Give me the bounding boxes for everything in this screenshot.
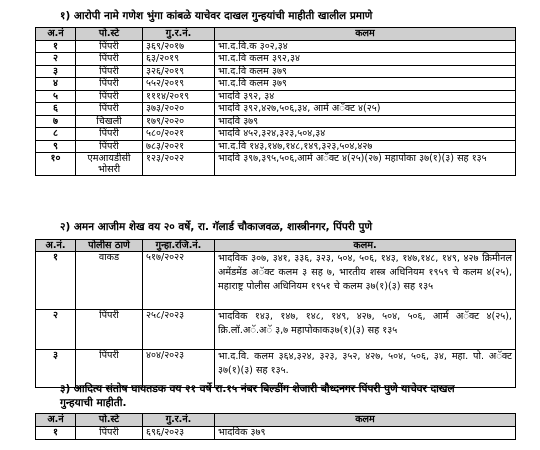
section3-title-line2: गुन्हयाची माहीती. bbox=[60, 397, 127, 409]
cell-case-no: ७८३/२०२१ bbox=[143, 140, 215, 153]
cell-station: एमआयडीसी भोसरी bbox=[76, 153, 143, 176]
cell-section: भादवि ३९२,४२७,५०६,३४, आर्म अॅक्ट ४(२५) bbox=[215, 103, 516, 116]
cell-sr: ६ bbox=[36, 103, 76, 116]
cell-station: पिंपरी bbox=[76, 78, 143, 91]
cell-station: चिखली bbox=[76, 115, 143, 128]
cell-sr: ७ bbox=[36, 115, 76, 128]
header-section: कलम. bbox=[215, 240, 516, 252]
header-sr: अ.नं bbox=[36, 414, 76, 427]
table-row bbox=[36, 53, 516, 66]
cell-sr: ५ bbox=[36, 90, 76, 103]
cell-section: भादविक ३७९ bbox=[215, 427, 516, 440]
cell-sr: ३ bbox=[36, 350, 76, 388]
cell-case-no: ३२६/२०१९ bbox=[143, 65, 215, 78]
section3-table bbox=[35, 413, 516, 440]
cell-section: भा.द.वि कलम ३७९ bbox=[215, 78, 516, 91]
header-station: पोलीस ठाणे bbox=[76, 240, 143, 252]
cell-case-no: २५८/२०२३ bbox=[143, 310, 215, 350]
cell-sr: ८ bbox=[36, 128, 76, 141]
cell-section: भादवि ३९२, ३४ bbox=[215, 90, 516, 103]
cell-station: पिंपरी bbox=[76, 65, 143, 78]
cell-station: पिंपरी bbox=[76, 53, 143, 66]
header-sr: अ.नं bbox=[36, 28, 76, 41]
table-row bbox=[36, 310, 516, 350]
section1-title: १) आरोपी नामे गणेश भुंगा कांबळे याचेवर दाखल गुन्हयांची माहीती खालील प्रमाणे bbox=[60, 10, 373, 22]
cell-section: भा.द.वि कलम ३९२,३४ bbox=[215, 53, 516, 66]
cell-section: भादवि ४५२,३२४,३२३,५०४,३४ bbox=[215, 128, 516, 141]
cell-case-no: १११४/२०१९ bbox=[143, 90, 215, 103]
cell-sr: २ bbox=[36, 53, 76, 66]
header-section: कलम bbox=[215, 28, 516, 41]
header-case-no: गुन्हा.रजि.नं. bbox=[143, 240, 215, 252]
section2-title: २) अमन आजीम शेख वय २० वर्षे, रा. गॅलार्ड चौकाजवळ, शास्त्रीनगर, पिंपरी पुणे bbox=[60, 221, 373, 233]
table-row bbox=[36, 40, 516, 53]
section2-table bbox=[35, 239, 516, 388]
cell-station: पिंपरी bbox=[76, 310, 143, 350]
table-header-row bbox=[36, 28, 516, 41]
table-row bbox=[36, 140, 516, 153]
cell-case-no: ३६९/२०१७ bbox=[143, 40, 215, 53]
cell-sr: ३ bbox=[36, 65, 76, 78]
table-header-row bbox=[36, 240, 516, 252]
table-row bbox=[36, 115, 516, 128]
cell-sr: १० bbox=[36, 153, 76, 176]
table-row bbox=[36, 78, 516, 91]
header-sr: अ.नं. bbox=[36, 240, 76, 252]
cell-section: भादवि ३९७,३९५,५०६,आर्म अॅक्ट ४(२५)(२७) महापोका ३७(१)(३) सह १३५ bbox=[215, 153, 516, 176]
cell-station: पिंपरी bbox=[76, 90, 143, 103]
table-row bbox=[36, 65, 516, 78]
header-case-no: गु.र.नं. bbox=[143, 28, 215, 41]
header-section: कलम bbox=[215, 414, 516, 427]
table-row bbox=[36, 90, 516, 103]
cell-case-no: ३७३/२०२० bbox=[143, 103, 215, 116]
cell-case-no: ६३/२०१९ bbox=[143, 53, 215, 66]
cell-station: पिंपरी bbox=[76, 128, 143, 141]
cell-sr: १ bbox=[36, 427, 76, 440]
cell-section: भा.द.वि १४३,१४७,१४८,१४९,३२३,५०४,४२७ bbox=[215, 140, 516, 153]
cell-station: पिंपरी bbox=[76, 40, 143, 53]
header-case-no: गु.र.नं. bbox=[143, 414, 215, 427]
section1-table bbox=[35, 27, 516, 176]
header-station: पो.स्टे bbox=[76, 28, 143, 41]
cell-case-no: ६९६/२०२३ bbox=[143, 427, 215, 440]
cell-station: पिंपरी bbox=[76, 427, 143, 440]
cell-case-no: ५१७/२०२२ bbox=[143, 252, 215, 310]
table-header-row bbox=[36, 414, 516, 427]
cell-sr: २ bbox=[36, 310, 76, 350]
cell-case-no: १२३/२०२२ bbox=[143, 153, 215, 176]
cell-section: भादविक ३०७, ३४१, ३३६, ३२३, ५०४, ५०६, १४३, १४७,१४८, १४९, ४२७ क्रिमीनल अमेंडमेंड अॅक्ट कलम ३ सह ७, भारतीय शस्त्र अधिनियम १९५९ चे कलम ४(२५), महाराष्ट्र पोलीस अधिनियम १९५१ चे कलम ३७(१)(३) सह १३५ bbox=[215, 252, 516, 310]
cell-section: भा.द.वि. कलम ३६४,३२४, ३२३, ३५२, ४२७, ५०४, ५०६, ३४, महा. पो. अॅक्ट ३७(१)(३) सह १३५. bbox=[215, 350, 516, 388]
table-row bbox=[36, 252, 516, 310]
cell-section: भा.द.वि.क ३०२,३४ bbox=[215, 40, 516, 53]
section3-title-line1: ३) आदित्य संतोष घायतडक वय २१ वर्षे रा.१५ नंबर बिल्डींग शेजारी बौध्दनगर पिंपरी पुणे याचेवर दाखल bbox=[60, 383, 455, 395]
table-row bbox=[36, 427, 516, 440]
table-row bbox=[36, 350, 516, 388]
cell-case-no: ५५२/२०१९ bbox=[143, 78, 215, 91]
cell-sr: ४ bbox=[36, 78, 76, 91]
header-station: पो.स्टे bbox=[76, 414, 143, 427]
cell-section: भादवि ३७९ bbox=[215, 115, 516, 128]
table-row bbox=[36, 103, 516, 116]
cell-sr: ९ bbox=[36, 140, 76, 153]
cell-sr: १ bbox=[36, 40, 76, 53]
cell-station: वाकड bbox=[76, 252, 143, 310]
table-row bbox=[36, 153, 516, 176]
table-row bbox=[36, 128, 516, 141]
cell-station: पिंपरी bbox=[76, 350, 143, 388]
cell-station: पिंपरी bbox=[76, 103, 143, 116]
cell-sr: १ bbox=[36, 252, 76, 310]
cell-case-no: ५८०/२०२१ bbox=[143, 128, 215, 141]
cell-section: भादविक १४३, १४७, १४८, १४९, ४२७, ५०४, ५०६, आर्म अॅक्ट ४(२५), क्रि.लॉ.अॅ.अॅ ३,७ महापोकाक३७(१)(३) सह १३५ bbox=[215, 310, 516, 350]
cell-case-no: १७९/२०२० bbox=[143, 115, 215, 128]
cell-case-no: ४०४/२०२३ bbox=[143, 350, 215, 388]
cell-station: पिंपरी bbox=[76, 140, 143, 153]
cell-section: भा.द.वि कलम ३७९ bbox=[215, 65, 516, 78]
